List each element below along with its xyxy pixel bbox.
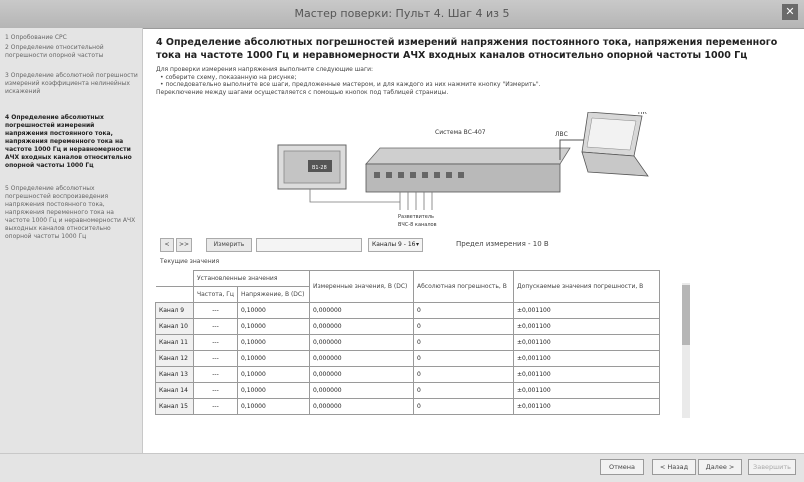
- splitter-label: Разветвитель: [398, 214, 435, 220]
- measurement-limit: Предел измерения - 10 В: [456, 240, 549, 248]
- wizard-footer: [0, 453, 804, 482]
- table-row[interactable]: [156, 351, 660, 367]
- freq-cell: ---: [194, 351, 238, 367]
- allowed-cell: ±0,001100: [513, 319, 659, 335]
- title-bar: [0, 0, 804, 29]
- wizard-steps-sidebar: [0, 28, 143, 453]
- connection-diagram: [270, 112, 650, 234]
- close-icon[interactable]: ✕: [782, 4, 798, 20]
- error-cell: 0: [413, 319, 513, 335]
- page-title: 4 Определение абсолютных погрешностей измерений напряжения постоянного тока, напряжения переменного тока на частоте 1000 Гц и неравномерности АЧХ входных каналов относительно опорной частоты 1000 Гц: [156, 37, 778, 61]
- next-step-button[interactable]: >>: [176, 238, 192, 252]
- abs-error-header: Абсолютная погрешность, В: [413, 271, 513, 303]
- diagram-graphic: [270, 112, 650, 234]
- measured-header: Измеренные значения, В (DC): [309, 271, 413, 303]
- table-scrollbar[interactable]: [682, 283, 690, 418]
- channel-select-value: Каналы 9 - 16: [372, 241, 416, 248]
- table-caption: Текущие значения: [160, 258, 220, 265]
- table-row[interactable]: [156, 335, 660, 351]
- set-values-header: Установленные значения: [194, 271, 310, 287]
- measured-cell: 0,000000: [309, 335, 413, 351]
- step-1[interactable]: 1 Опробование СРС: [5, 34, 67, 41]
- instruction-line: • последовательно выполните все шаги, предложенные мастером, и для каждого из них нажмите кнопку "Измерить".: [160, 81, 541, 88]
- error-cell: 0: [413, 351, 513, 367]
- step-3[interactable]: 3 Определение абсолютной погрешности измерений коэффициента нелинейных искажений: [5, 72, 138, 95]
- table-row[interactable]: [156, 399, 660, 415]
- channel-cell: Канал 13: [156, 367, 194, 383]
- channel-cell: Канал 11: [156, 335, 194, 351]
- measured-cell: 0,000000: [309, 303, 413, 319]
- channel-cell: Канал 10: [156, 319, 194, 335]
- step-5[interactable]: 5 Определение абсолютных погрешностей воспроизведения напряжения постоянного тока, напряжения переменного тока на частоте 1000 Гц и неравномерности АЧХ выходных каналов относительно опорной частоты 1000 Гц: [5, 185, 136, 240]
- voltage-cell: 0,10000: [237, 335, 309, 351]
- freq-cell: ---: [194, 399, 238, 415]
- error-cell: 0: [413, 303, 513, 319]
- error-cell: 0: [413, 335, 513, 351]
- instruction-line: Для проверки измерения напряжения выполните следующие шаги:: [156, 66, 374, 73]
- error-cell: 0: [413, 383, 513, 399]
- cancel-button[interactable]: Отмена: [600, 459, 644, 475]
- voltage-cell: 0,10000: [237, 303, 309, 319]
- error-cell: 0: [413, 367, 513, 383]
- step-4[interactable]: 4 Определение абсолютных погрешностей измерений напряжения постоянного тока, напряжения переменного тока на частоте 1000 Гц и неравномерности АЧХ входных каналов относительно опорной частоты 1000 Гц: [5, 114, 132, 169]
- instruction-line: Переключение между шагами осуществляется с помощью кнопок под таблицей страницы.: [156, 88, 449, 96]
- progress-field: [256, 238, 362, 252]
- allowed-cell: ±0,001100: [513, 335, 659, 351]
- scrollbar-thumb[interactable]: [682, 285, 690, 345]
- voltage-cell: 0,10000: [237, 383, 309, 399]
- results-table: [155, 270, 660, 415]
- step-2[interactable]: 2 Определение относительной погрешности опорной частоты: [5, 44, 104, 59]
- voltage-cell: 0,10000: [237, 351, 309, 367]
- channel-select[interactable]: [368, 238, 423, 252]
- allowed-error-header: Допускаемые значения погрешности, В: [513, 271, 659, 303]
- freq-cell: ---: [194, 303, 238, 319]
- measured-cell: 0,000000: [309, 319, 413, 335]
- lan-label: ЛВС: [555, 131, 568, 138]
- channel-cell: Канал 9: [156, 303, 194, 319]
- table-row[interactable]: [156, 367, 660, 383]
- instructions: [156, 66, 716, 96]
- table-row[interactable]: [156, 319, 660, 335]
- measured-cell: 0,000000: [309, 399, 413, 415]
- table-row[interactable]: [156, 383, 660, 399]
- allowed-cell: ±0,001100: [513, 351, 659, 367]
- back-button[interactable]: < Назад: [652, 459, 696, 475]
- allowed-cell: ±0,001100: [513, 303, 659, 319]
- voltage-cell: 0,10000: [237, 367, 309, 383]
- channel-cell: Канал 12: [156, 351, 194, 367]
- channel-cell: Канал 14: [156, 383, 194, 399]
- freq-cell: ---: [194, 367, 238, 383]
- frequency-header: Частота, Гц: [194, 287, 238, 303]
- freq-cell: ---: [194, 319, 238, 335]
- measured-cell: 0,000000: [309, 383, 413, 399]
- measure-button[interactable]: Измерить: [206, 238, 252, 252]
- voltage-header: Напряжение, В (DC): [237, 287, 309, 303]
- table-row[interactable]: [156, 303, 660, 319]
- previous-button[interactable]: <: [160, 238, 174, 252]
- pc-label: ПК: [638, 112, 647, 116]
- allowed-cell: ±0,001100: [513, 399, 659, 415]
- voltage-cell: 0,10000: [237, 399, 309, 415]
- next-button[interactable]: Далее >: [698, 459, 742, 475]
- finish-button[interactable]: Завершить: [748, 459, 796, 475]
- instruction-line: • соберите схему, показанную на рисунке;: [160, 73, 297, 81]
- freq-cell: ---: [194, 383, 238, 399]
- splitter-label: ВЧС-8 каналов: [398, 222, 437, 228]
- system-label: Система ВС-407: [435, 129, 486, 136]
- voltage-cell: 0,10000: [237, 319, 309, 335]
- device-label: В1-28: [312, 165, 327, 171]
- allowed-cell: ±0,001100: [513, 367, 659, 383]
- error-cell: 0: [413, 399, 513, 415]
- allowed-cell: ±0,001100: [513, 383, 659, 399]
- chevron-down-icon: ▾: [415, 241, 419, 248]
- window-title: Мастер поверки: Пульт 4. Шаг 4 из 5: [294, 7, 510, 20]
- channel-cell: Канал 15: [156, 399, 194, 415]
- measured-cell: 0,000000: [309, 351, 413, 367]
- freq-cell: ---: [194, 335, 238, 351]
- measured-cell: 0,000000: [309, 367, 413, 383]
